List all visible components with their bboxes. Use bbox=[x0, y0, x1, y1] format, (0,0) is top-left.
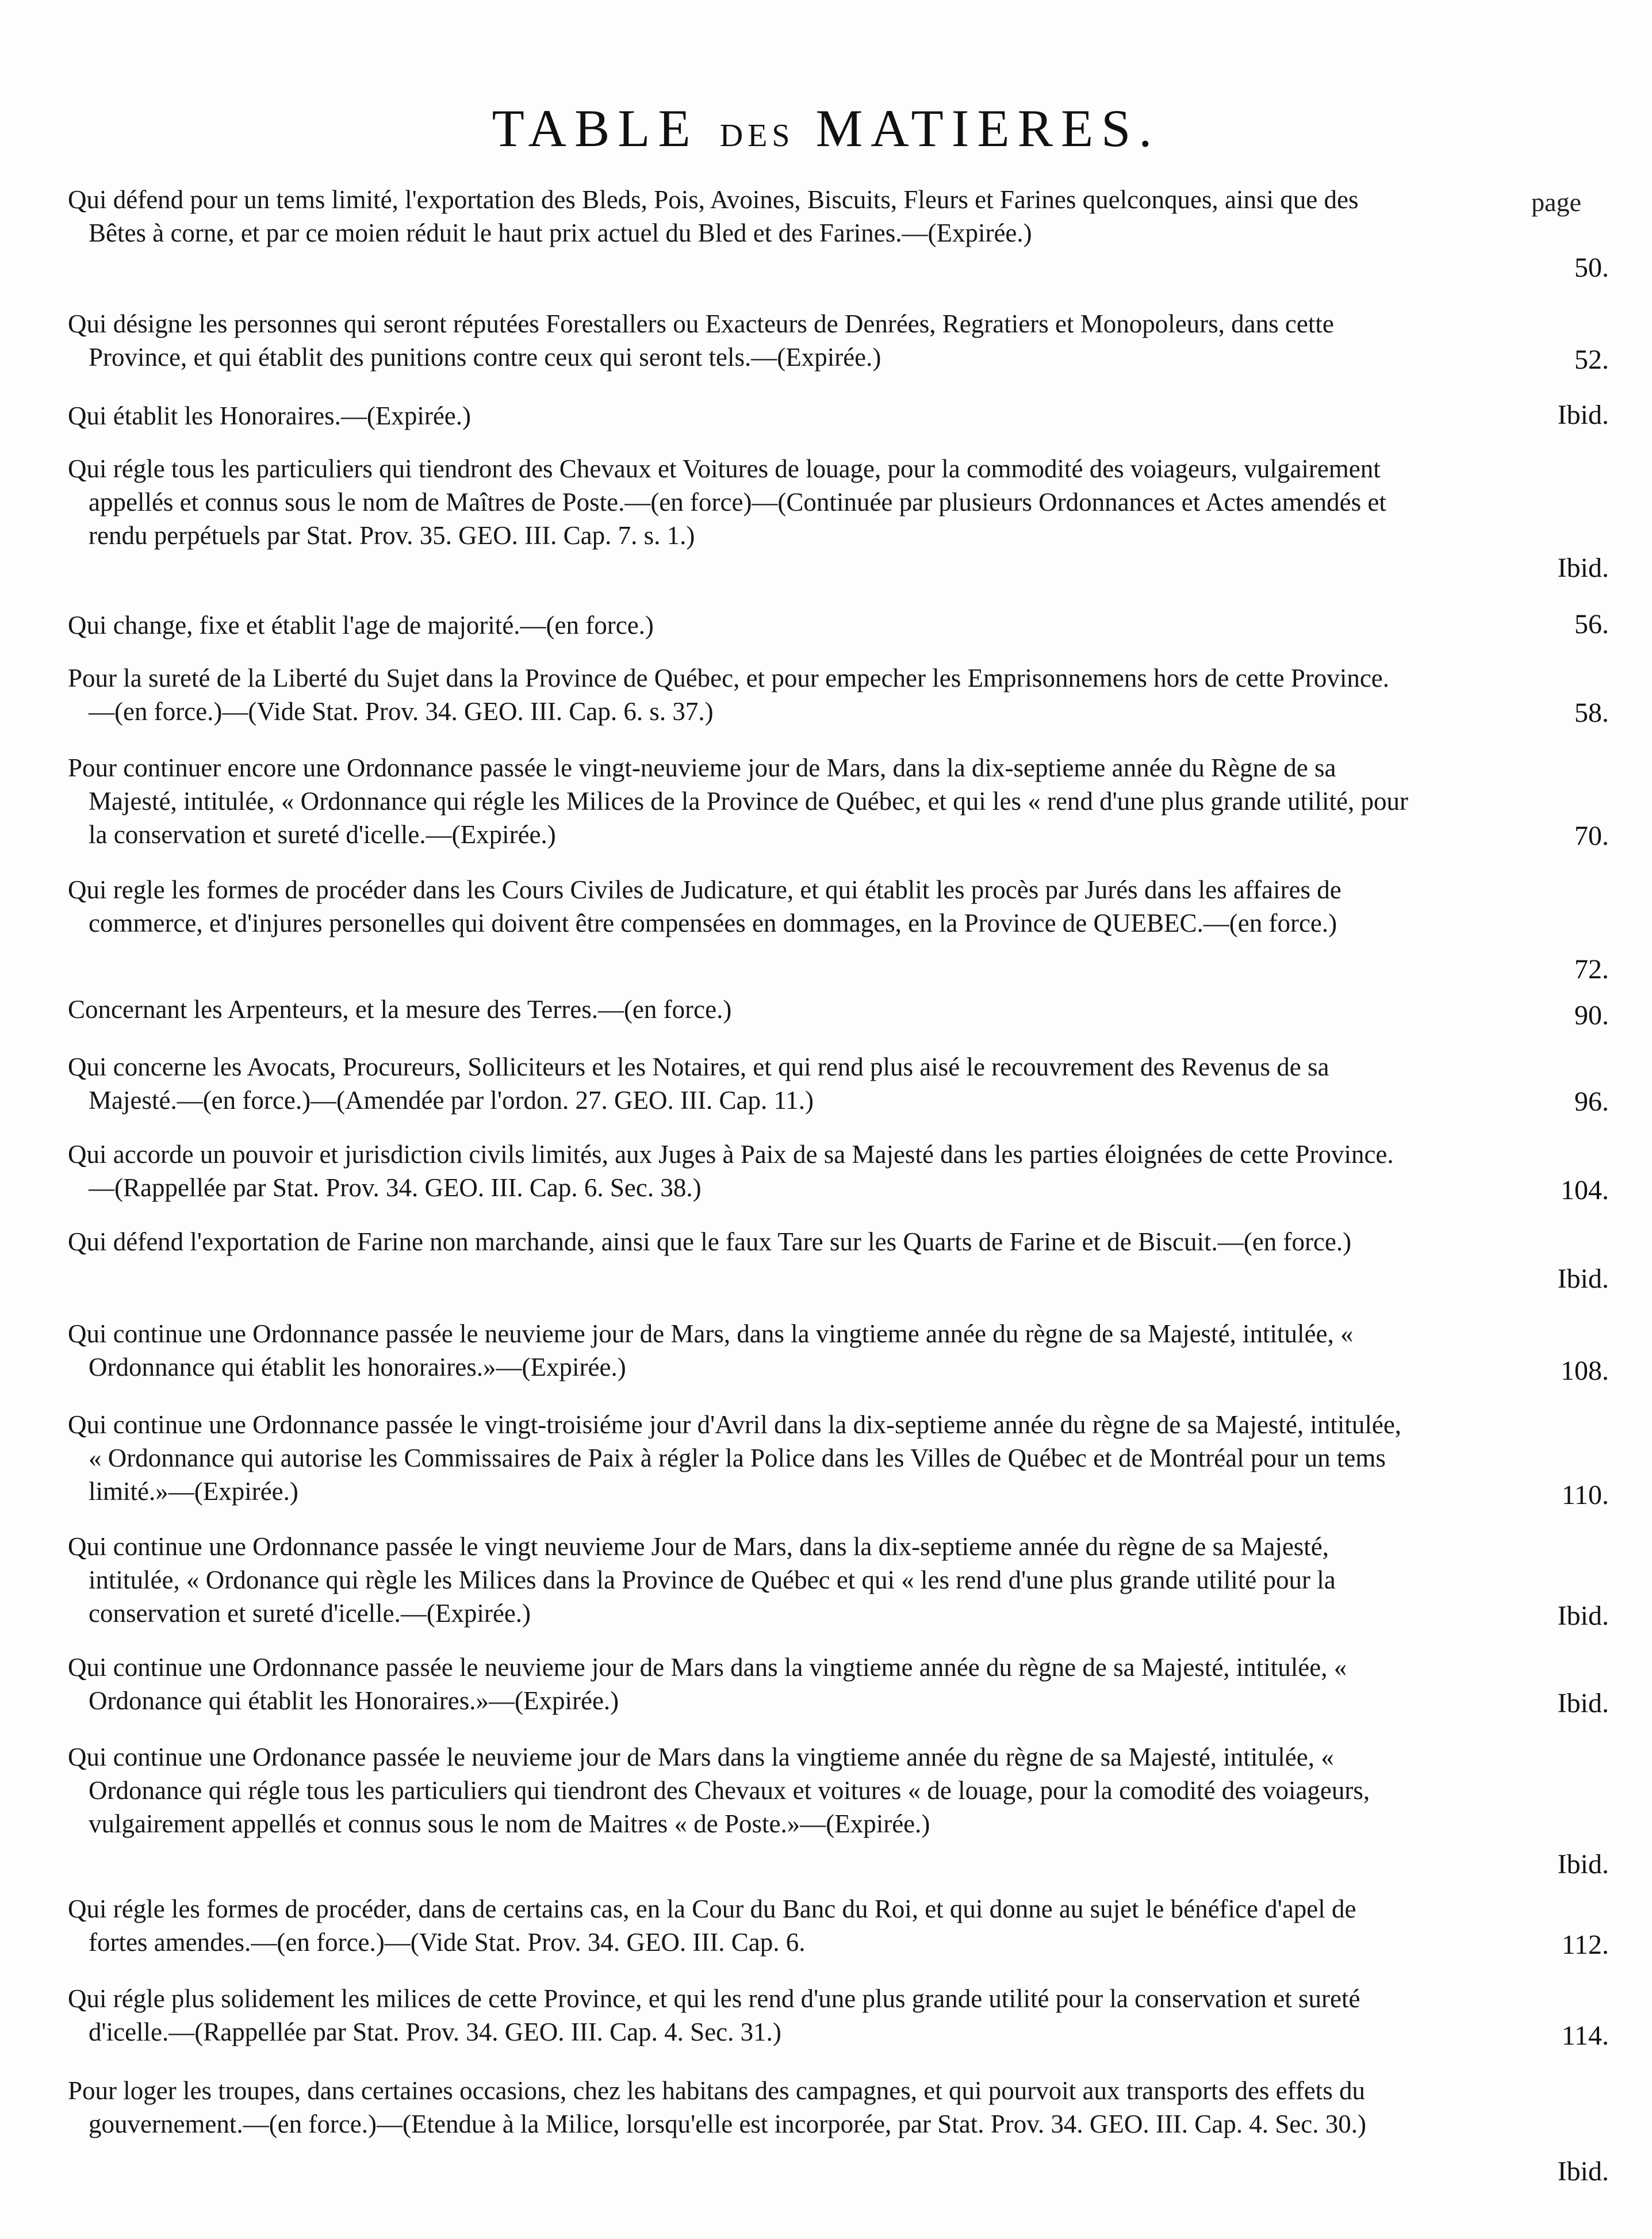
toc-entry bbox=[68, 399, 1609, 434]
toc-entry bbox=[68, 452, 1609, 590]
entry-page-number: Ibid. bbox=[1557, 553, 1609, 583]
entry-text: Concernant les Arpenteurs, et la mesure des Terres.—(en force.) bbox=[68, 995, 732, 1024]
entry-page-number: 114. bbox=[1561, 2020, 1609, 2051]
entry-page-number: Ibid. bbox=[1557, 1601, 1609, 1631]
entry-page-number: Ibid. bbox=[1557, 1849, 1609, 1880]
entry-page-number: 52. bbox=[1574, 345, 1609, 375]
entry-text: Qui concerne les Avocats, Procureurs, Solliciteurs et les Notaires, et qui rend plus aisé le recouvrement des Revenus de sa Majesté.—(en force.)—(Amendée par l'ordon. 27. GEO. III. Cap. 11.) bbox=[68, 1052, 1329, 1115]
toc-entry bbox=[68, 873, 1609, 985]
title-word-matieres: MATIERES. bbox=[815, 99, 1160, 158]
entry-text: Qui continue une Ordonnance passée le neuvieme jour de Mars dans la vingtieme année du règne de sa Majesté, intitulée, « Ordonance qui établit les Honoraires.»—(Expirée.) bbox=[68, 1653, 1347, 1715]
toc-entry bbox=[68, 993, 1609, 1031]
toc-entry bbox=[68, 1651, 1609, 1723]
title-word-table: TABLE bbox=[492, 99, 699, 158]
entry-text: Qui continue une Ordonnance passée le vingt-troisiéme jour d'Avril dans la dix-septieme année du règne de sa Majesté, intitulée, « Ordonnance qui autorise les Commissaires de Paix à régler la Police dans les Villes de Québec et de Montréal pour un tems limité.»—(Expirée.) bbox=[68, 1410, 1402, 1506]
toc-entry bbox=[68, 1530, 1609, 1633]
entry-page-number: 50. bbox=[1574, 252, 1609, 283]
page-column-label: page bbox=[1531, 187, 1581, 217]
entry-text: Qui continue une Ordonnance passée le vingt neuvieme Jour de Mars, dans la dix-septieme année du règne de sa Majesté, intitulée, « Ordonance qui règle les Milices dans la Province de Québec et qui « les rend d'une plus grande utilité pour la conservation et sureté d'icelle.—(Expirée.) bbox=[68, 1532, 1336, 1628]
entry-page-number: 108. bbox=[1561, 1356, 1609, 1386]
entry-text: Qui regle les formes de procéder dans les Cours Civiles de Judicature, et qui établit les procès par Jurés dans les affaires de commerce, et d'injures personelles qui doivent être compensées en dommages, en la Province de QUEBEC.—(en force.) bbox=[68, 875, 1341, 937]
entry-page-number: 112. bbox=[1561, 1930, 1609, 1960]
toc-entry bbox=[68, 1317, 1609, 1389]
entry-text: Qui défend pour un tems limité, l'exportation des Bleds, Pois, Avoines, Biscuits, Fleurs et Farines quelconques, ainsi que des Bêtes à corne, et par ce moien réduit le haut prix actuel du Bled et des Farines.—(Expirée.) bbox=[68, 185, 1359, 247]
toc-entry bbox=[68, 2074, 1609, 2187]
entry-text: Qui accorde un pouvoir et jurisdiction civils limités, aux Juges à Paix de sa Majesté dans les parties éloignées de cette Province.—(Rappellée par Stat. Prov. 34. GEO. III. Cap. 6. Sec. 38.) bbox=[68, 1140, 1394, 1202]
entry-text: Pour la sureté de la Liberté du Sujet dans la Province de Québec, et pour empecher les Emprisonnemens hors de cette Province.—(en force.)—(Vide Stat. Prov. 34. GEO. III. Cap. 6. s. 37.) bbox=[68, 664, 1390, 726]
entry-page-number: Ibid. bbox=[1557, 1264, 1609, 1294]
toc-entry bbox=[68, 307, 1609, 379]
toc-entry bbox=[68, 608, 1609, 643]
toc-entry bbox=[68, 1892, 1609, 1964]
toc-entry bbox=[68, 1408, 1609, 1511]
toc-entry bbox=[68, 1740, 1609, 1878]
entry-page-number: Ibid. bbox=[1557, 2156, 1609, 2187]
entry-text: Qui défend l'exportation de Farine non marchande, ainsi que le faux Tare sur les Quarts de Farine et de Biscuit.—(en force.) bbox=[68, 1227, 1352, 1256]
entry-page-number: 58. bbox=[1574, 698, 1609, 728]
entry-text: Pour continuer encore une Ordonnance passée le vingt-neuvieme jour de Mars, dans la dix-septieme année du Règne de sa Majesté, intitulée, « Ordonnance qui régle les Milices de la Province de Québec, et qui les « rend d'une plus grande utilité, pour la conservation et sureté d'icelle.—(Expirée.) bbox=[68, 753, 1408, 849]
entry-page-number: 72. bbox=[1574, 954, 1609, 985]
entry-text: Qui régle plus solidement les milices de cette Province, et qui les rend d'une plus grande utilité pour la conservation et sureté d'icelle.—(Rappellée par Stat. Prov. 34. GEO. III. Cap. 4. Sec. 31.) bbox=[68, 1984, 1360, 2046]
entry-text: Qui désigne les personnes qui seront réputées Forestallers ou Exacteurs de Denrées, Regratiers et Monopoleurs, dans cette Province, et qui établit des punitions contre ceux qui seront tels.—(Expirée.) bbox=[68, 309, 1334, 372]
toc-entry bbox=[68, 183, 1609, 286]
entry-page-number: 104. bbox=[1561, 1175, 1609, 1205]
entry-page-number: 70. bbox=[1574, 821, 1609, 851]
toc-entry bbox=[68, 1138, 1609, 1210]
toc-entry bbox=[68, 1225, 1609, 1297]
entry-text: Qui régle les formes de procéder, dans de certains cas, en la Cour du Banc du Roi, et qui donne au sujet le bénéfice d'apel de fortes amendes.—(en force.)—(Vide Stat. Prov. 34. GEO. III. Cap. 6. bbox=[68, 1894, 1356, 1957]
entry-page-number: 56. bbox=[1574, 609, 1609, 640]
entry-text: Qui change, fixe et établit l'age de majorité.—(en force.) bbox=[68, 611, 654, 640]
entry-text: Qui régle tous les particuliers qui tiendront des Chevaux et Voitures de louage, pour la commodité des voiageurs, vulgairement appellés et connus sous le nom de Maîtres de Poste.—(en force)—(Continuée par plusieurs Ordonnances et Actes amendés et rendu perpétuels par Stat. Prov. 35. GEO. III. Cap. 7. s. 1.) bbox=[68, 454, 1386, 550]
entry-page-number: Ibid. bbox=[1557, 400, 1609, 430]
toc-entry bbox=[68, 661, 1609, 733]
toc-entry bbox=[68, 1050, 1609, 1122]
entry-text: Pour loger les troupes, dans certaines occasions, chez les habitans des campagnes, et qui pourvoit aux transports des effets du gouvernement.—(en force.)—(Etendue à la Milice, lorsqu'elle est incorporée, par Stat. Prov. 34. GEO. III. Cap. 4. Sec. 30.) bbox=[68, 2076, 1366, 2138]
entry-text: Qui continue une Ordonance passée le neuvieme jour de Mars dans la vingtieme année du règne de sa Majesté, intitulée, « Ordonance qui régle tous les particuliers qui tiendront des Chevaux et voitures « de louage, pour la comodité des voiageurs, vulgairement appellés et connus sous le nom de Maitres « de Poste.»—(Expirée.) bbox=[68, 1743, 1370, 1838]
entry-text: Qui établit les Honoraires.—(Expirée.) bbox=[68, 401, 472, 430]
entry-page-number: 90. bbox=[1574, 1000, 1609, 1031]
entry-page-number: 96. bbox=[1574, 1086, 1609, 1117]
toc-entry bbox=[68, 751, 1609, 855]
toc-entry bbox=[68, 1982, 1609, 2054]
entry-text: Qui continue une Ordonnance passée le neuvieme jour de Mars, dans la vingtieme année du règne de sa Majesté, intitulée, « Ordonnance qui établit les honoraires.»—(Expirée.) bbox=[68, 1319, 1354, 1381]
title-word-des: DES bbox=[719, 118, 795, 154]
entry-page-number: Ibid. bbox=[1557, 1688, 1609, 1719]
entry-page-number: 110. bbox=[1561, 1480, 1609, 1510]
